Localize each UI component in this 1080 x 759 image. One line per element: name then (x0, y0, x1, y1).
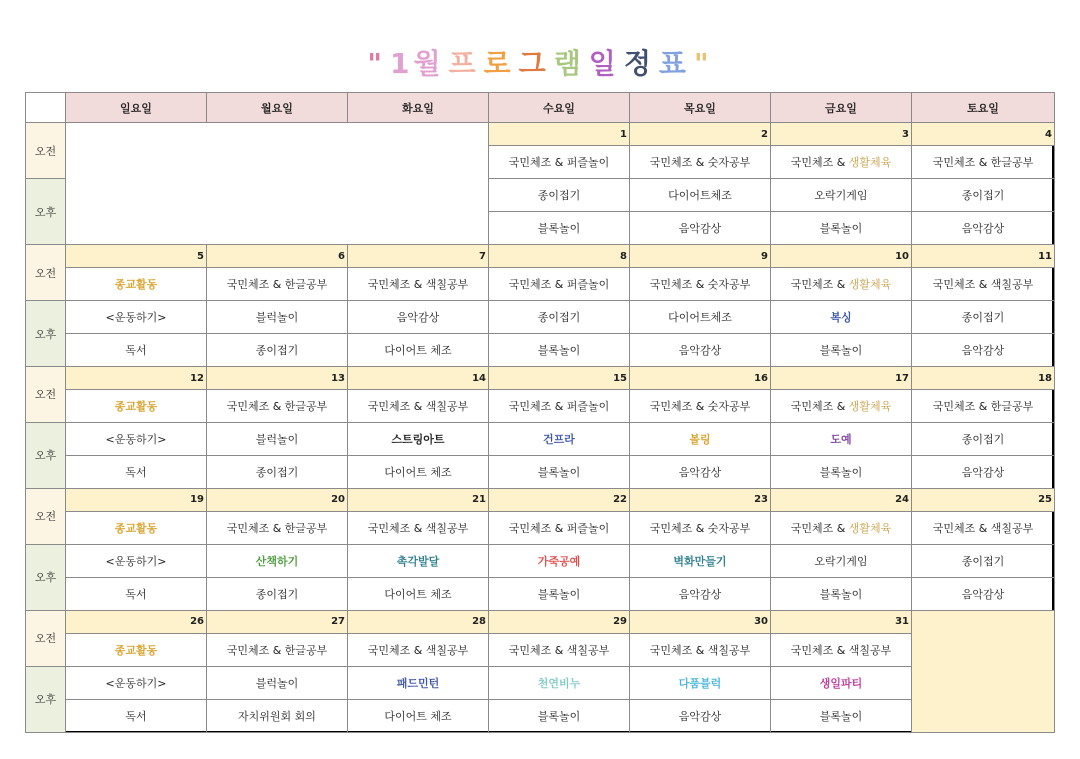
activity-cell: 종교활동 (66, 634, 207, 667)
activity-text: 국민체조 & (790, 522, 849, 536)
activity-cell: 국민체조 & 퍼즐놀이 (489, 146, 630, 179)
activity-cell: 종교활동 (66, 390, 207, 423)
header-tuesday: 화요일 (348, 93, 489, 123)
activity-cell: 음악감상 (912, 212, 1055, 245)
activity-cell: 종이접기 (912, 301, 1055, 334)
date-cell: 30 (630, 610, 771, 633)
activity-cell: 오락기게임 (771, 179, 912, 212)
activity-cell: 국민체조 & 색칠공부 (912, 268, 1055, 301)
table-row (26, 268, 1055, 301)
pm-label: 오후 (26, 179, 66, 245)
activity-cell: 블록놀이 (771, 699, 912, 732)
activity-cell: 국민체조 & 퍼즐놀이 (489, 268, 630, 301)
activity-cell: 다이어트체조 (630, 179, 771, 212)
header-monday: 월요일 (207, 93, 348, 123)
activity-cell: 블록놀이 (489, 212, 630, 245)
activity-highlight: 생활체육 (848, 400, 892, 414)
activity-cell: 패드민턴 (348, 666, 489, 699)
activity-cell: 도예 (771, 423, 912, 456)
table-row (26, 577, 1055, 610)
title-char: 램 (553, 47, 585, 80)
activity-cell: 다이어트 체조 (348, 455, 489, 488)
activity-cell: 국민체조 & 숫자공부 (630, 390, 771, 423)
table-row (26, 634, 1055, 667)
date-cell: 28 (348, 610, 489, 633)
header-friday: 금요일 (771, 93, 912, 123)
table-row (26, 301, 1055, 334)
corner-cell (26, 93, 66, 123)
date-cell: 15 (489, 366, 630, 389)
activity-cell: 촉각발달 (348, 545, 489, 578)
activity-cell: 종이접기 (912, 423, 1055, 456)
date-cell: 29 (489, 610, 630, 633)
activity-cell: <운동하기> (66, 545, 207, 578)
activity-cell: 종이접기 (207, 577, 348, 610)
pm-label: 오후 (26, 301, 66, 367)
activity-cell: 종이접기 (912, 179, 1055, 212)
activity-cell: 음악감상 (630, 455, 771, 488)
activity-cell: 자치위원회 회의 (207, 699, 348, 732)
activity-cell: 블록놀이 (489, 577, 630, 610)
activity-cell: 독서 (66, 455, 207, 488)
date-cell: 9 (630, 244, 771, 267)
activity-cell: 종교활동 (66, 268, 207, 301)
pm-label: 오후 (26, 666, 66, 732)
activity-highlight: 생활체육 (848, 156, 892, 170)
date-cell: 8 (489, 244, 630, 267)
date-cell: 1 (489, 123, 630, 146)
activity-cell: 국민체조 & 한글공부 (912, 146, 1055, 179)
activity-highlight: 생활체육 (848, 522, 892, 536)
activity-cell: 벽화만들기 (630, 545, 771, 578)
date-cell: 2 (630, 123, 771, 146)
activity-cell: 볼링 (630, 423, 771, 456)
am-label: 오전 (26, 610, 66, 666)
date-cell: 25 (912, 488, 1055, 511)
activity-cell: 국민체조 & 색칠공부 (630, 634, 771, 667)
page-title (0, 44, 1080, 84)
activity-cell: 복싱 (771, 301, 912, 334)
activity-cell: 독서 (66, 334, 207, 367)
date-cell: 4 (912, 123, 1055, 146)
activity-cell: 음악감상 (912, 334, 1055, 367)
activity-cell: 독서 (66, 699, 207, 732)
title-char: 프 (448, 47, 480, 80)
title-quote-close: " (693, 47, 713, 80)
header-saturday: 토요일 (912, 93, 1055, 123)
activity-cell: 스트링아트 (348, 423, 489, 456)
activity-cell: 산책하기 (207, 545, 348, 578)
activity-cell: 가죽공예 (489, 545, 630, 578)
activity-cell: 국민체조 & 숫자공부 (630, 268, 771, 301)
header-sunday: 일요일 (66, 93, 207, 123)
date-cell: 20 (207, 488, 348, 511)
activity-cell (771, 146, 912, 179)
table-row (26, 423, 1055, 456)
date-cell: 3 (771, 123, 912, 146)
activity-cell: 독서 (66, 577, 207, 610)
table-row (26, 610, 1055, 633)
activity-cell: 국민체조 & 색칠공부 (771, 634, 912, 667)
date-cell: 31 (771, 610, 912, 633)
activity-cell: 블록놀이 (489, 455, 630, 488)
activity-cell: <운동하기> (66, 423, 207, 456)
title-char: 표 (658, 47, 690, 80)
activity-cell: 국민체조 & 숫자공부 (630, 146, 771, 179)
activity-cell: 국민체조 & 한글공부 (207, 390, 348, 423)
activity-cell: 다품블럭 (630, 666, 771, 699)
activity-cell: 건프라 (489, 423, 630, 456)
activity-cell: 음악감상 (630, 212, 771, 245)
date-cell: 26 (66, 610, 207, 633)
date-cell: 13 (207, 366, 348, 389)
activity-cell: 블록놀이 (771, 577, 912, 610)
activity-cell: 국민체조 & 색칠공부 (348, 634, 489, 667)
table-row (26, 366, 1055, 389)
activity-cell: 천연비누 (489, 666, 630, 699)
schedule-table (25, 92, 1055, 733)
date-cell: 27 (207, 610, 348, 633)
activity-cell: 블록놀이 (489, 334, 630, 367)
activity-cell: 국민체조 & 색칠공부 (912, 512, 1055, 545)
table-row (26, 488, 1055, 511)
activity-cell (771, 390, 912, 423)
activity-cell: 음악감상 (912, 577, 1055, 610)
activity-cell: 블록놀이 (771, 455, 912, 488)
activity-cell: 오락기게임 (771, 545, 912, 578)
activity-cell: 종이접기 (489, 301, 630, 334)
title-char: 일 (588, 47, 620, 80)
activity-cell (771, 268, 912, 301)
table-row (26, 334, 1055, 367)
activity-cell (771, 512, 912, 545)
activity-cell: 국민체조 & 숫자공부 (630, 512, 771, 545)
activity-cell: 블럭놀이 (207, 666, 348, 699)
activity-cell: 음악감상 (912, 455, 1055, 488)
blank-cell (912, 610, 1055, 732)
schedule-frame (25, 92, 1054, 733)
header-wednesday: 수요일 (489, 93, 630, 123)
title-char: 1월 (390, 47, 445, 80)
table-row (26, 123, 1055, 146)
activity-cell: 음악감상 (348, 301, 489, 334)
table-row (26, 455, 1055, 488)
date-cell: 19 (66, 488, 207, 511)
date-cell: 11 (912, 244, 1055, 267)
activity-cell: 블록놀이 (771, 334, 912, 367)
activity-cell: 국민체조 & 퍼즐놀이 (489, 512, 630, 545)
activity-cell: 종이접기 (207, 334, 348, 367)
activity-cell: 국민체조 & 색칠공부 (348, 390, 489, 423)
activity-cell: 국민체조 & 색칠공부 (348, 268, 489, 301)
date-cell: 5 (66, 244, 207, 267)
date-cell: 17 (771, 366, 912, 389)
activity-cell: 음악감상 (630, 577, 771, 610)
activity-text: 국민체조 & (790, 400, 849, 414)
activity-cell: 다이어트 체조 (348, 699, 489, 732)
table-row (26, 666, 1055, 699)
pm-label: 오후 (26, 545, 66, 611)
activity-cell: 종이접기 (489, 179, 630, 212)
title-quote-open: " (367, 47, 387, 80)
activity-cell: 국민체조 & 퍼즐놀이 (489, 390, 630, 423)
title-char: 그 (518, 47, 550, 80)
activity-cell: <운동하기> (66, 666, 207, 699)
am-label: 오전 (26, 123, 66, 179)
header-thursday: 목요일 (630, 93, 771, 123)
activity-cell: 국민체조 & 색칠공부 (348, 512, 489, 545)
activity-cell: 블록놀이 (489, 699, 630, 732)
pm-label: 오후 (26, 423, 66, 489)
activity-cell: 다이어트 체조 (348, 334, 489, 367)
title-char: 정 (623, 47, 655, 80)
date-cell: 22 (489, 488, 630, 511)
activity-cell: 국민체조 & 색칠공부 (489, 634, 630, 667)
empty-cell (66, 123, 489, 245)
date-cell: 7 (348, 244, 489, 267)
activity-cell: 종이접기 (207, 455, 348, 488)
activity-text: 국민체조 & (790, 156, 849, 170)
am-label: 오전 (26, 366, 66, 422)
table-row (26, 699, 1055, 732)
date-cell: 6 (207, 244, 348, 267)
table-row (26, 545, 1055, 578)
activity-cell: 생일파티 (771, 666, 912, 699)
activity-cell: 블럭놀이 (207, 301, 348, 334)
table-row (26, 244, 1055, 267)
date-cell: 23 (630, 488, 771, 511)
activity-highlight: 생활체육 (848, 278, 892, 292)
activity-cell: 다이어트체조 (630, 301, 771, 334)
table-row (26, 390, 1055, 423)
activity-cell: 종이접기 (912, 545, 1055, 578)
date-cell: 14 (348, 366, 489, 389)
activity-cell: 국민체조 & 한글공부 (207, 634, 348, 667)
activity-cell: 음악감상 (630, 334, 771, 367)
date-cell: 10 (771, 244, 912, 267)
date-cell: 16 (630, 366, 771, 389)
activity-cell: 국민체조 & 한글공부 (207, 268, 348, 301)
date-cell: 21 (348, 488, 489, 511)
header-row (26, 93, 1055, 123)
date-cell: 24 (771, 488, 912, 511)
date-cell: 18 (912, 366, 1055, 389)
activity-cell: 국민체조 & 한글공부 (912, 390, 1055, 423)
date-cell: 12 (66, 366, 207, 389)
activity-cell: 블록놀이 (771, 212, 912, 245)
activity-cell: 블럭놀이 (207, 423, 348, 456)
activity-cell: 음악감상 (630, 699, 771, 732)
activity-cell: <운동하기> (66, 301, 207, 334)
activity-cell: 국민체조 & 한글공부 (207, 512, 348, 545)
am-label: 오전 (26, 488, 66, 544)
title-char: 로 (483, 47, 515, 80)
activity-text: 국민체조 & (790, 278, 849, 292)
am-label: 오전 (26, 244, 66, 300)
table-row (26, 512, 1055, 545)
activity-cell: 종교활동 (66, 512, 207, 545)
activity-cell: 다이어트 체조 (348, 577, 489, 610)
